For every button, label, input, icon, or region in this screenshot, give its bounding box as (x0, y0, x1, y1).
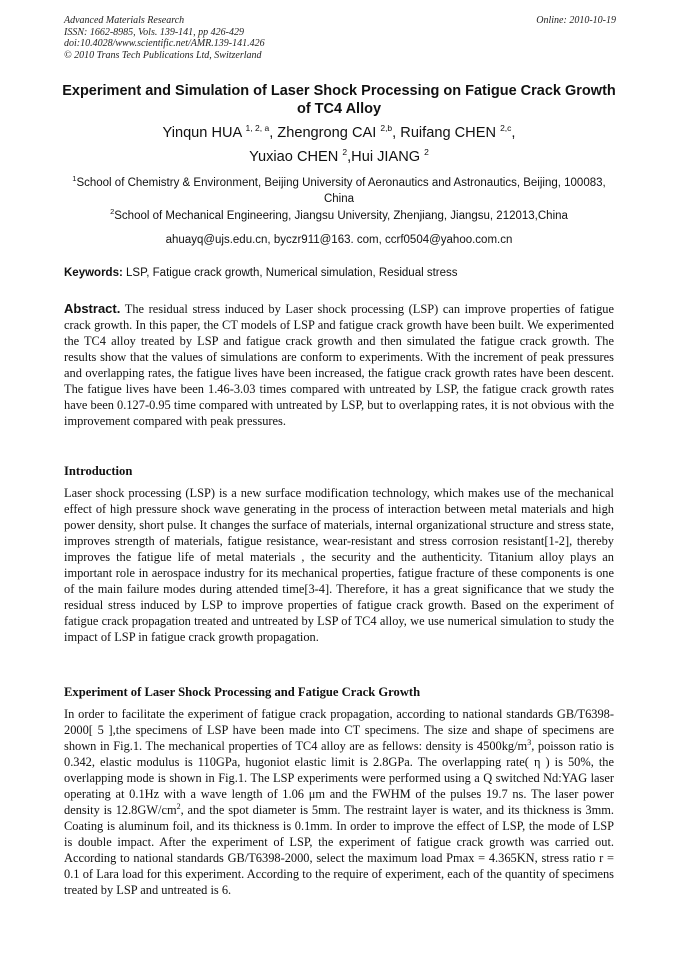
abstract-text: The residual stress induced by Laser shock processing (LSP) can improve properties of fatigue crack growth. In this paper, the CT models of LSP and fatigue crack growth have been built. We experimented the TC4 alloy treated by LSP and fatigue crack growth and then simulated the fatigue crack growth. The results show that the values of simulations are conform to experiments. With the increment of peak pressures and overlapping rates, the fatigue lives have been increased, the fatigue crack growth rates have been descent. The fatigue lives have been 1.46-3.03 times compared with untreated by LSP, the fatigue crack growth rates have been 0.127-0.95 time compared with untreated by LSP, but to overlapping rates, it is not obvious with the improvement compared with peak pressures. (64, 302, 614, 428)
experiment-text-2: , poisson ratio is 0.342, elastic modulus is 110GPa, hugoniot elastic limit is 2.8GPa. The overlapping rate( η ) is 50%, the overlapping mode is shown in Fig.1. The LSP experiments were performed using a Q switched Nd:YAG laser operating at 0.1Hz with a wave length of 1.06 μm and the FWHM of the pulses 19.7 ns. The laser power density is 12.8GW/cm (64, 739, 614, 817)
author-name: Ruifang CHEN (400, 125, 496, 141)
experiment-text-1: In order to facilitate the experiment of fatigue crack propagation, according to national standards GB/T6398-2000[ 5 ],the specimens of LSP have been made into CT specimens. The size and shape of specimens are shown in Fig.1. The mechanical properties of TC4 alloy are as fellows: density is 4500kg/m (64, 707, 614, 753)
section-heading-introduction: Introduction (64, 464, 133, 478)
affiliation-1 (60, 176, 618, 207)
author-sup: 2 (424, 147, 429, 157)
author-list (60, 121, 618, 169)
author-name: Yuxiao CHEN (249, 149, 339, 165)
author-sup: 2 (342, 147, 348, 157)
keywords-label: Keywords: (64, 267, 123, 279)
author-line-2: Yuxiao CHEN $^2$,Hui JIANG $^2$ (249, 147, 429, 165)
author-name: Hui JIANG (351, 149, 421, 165)
superscript: 3 (527, 738, 532, 747)
author-name: Yinqun HUA (162, 125, 242, 141)
abstract (64, 301, 614, 429)
keywords (64, 266, 616, 281)
keywords-text: LSP, Fatigue crack growth, Numerical simulation, Residual stress (126, 267, 458, 279)
issn-line: ISSN: 1662-8985, Vols. 139-141, pp 426-429 (64, 26, 244, 38)
online-date: Online: 2010-10-19 (536, 15, 616, 26)
affiliation-2 (60, 209, 618, 225)
author-sup: 2,c (500, 123, 512, 133)
author-sup: 1, 2, a (245, 123, 270, 133)
section-heading-experiment: Experiment of Laser Shock Processing and Fatigue Crack Growth (64, 685, 421, 699)
author-line-1: Yinqun HUA $^{1, 2, a}$, Zhengrong CAI $^{2,b}$, Ruifang CHEN $^{2,c}$, (162, 123, 516, 141)
paper-title: Experiment and Simulation of Laser Shock Processing on Fatigue Crack Growth of TC4 Alloy (62, 83, 616, 117)
introduction-paragraph: Laser shock processing (LSP) is a new surface modification technology, which makes use of the mechanical effect of high pressure shock wave generating in the process of interaction between metal materials and high power density, short pulse. It changes the surface of materials, internal organizational structure and stress state, improves strength of materials, fatigue resistance, wear-resistant and stress corrosion resistant[1-2], thereby improves the fatigue life of metal materials , the security and the authenticity. Titanium alloy plays an important role in aerospace industry for its mechanical properties, fatigue fracture of these components is one of the main failure modes during attended time[3-4]. Therefore, it has a great significance that we study the residual stress induced by LSP to improve properties of fatigue crack growth. Based on the experiment of fatigue crack propagation treated and untreated by LSP of TC4 alloy, we use numerical simulation to study the impact of LSP in fatigue crack growth propagation. (64, 486, 614, 644)
abstract-label: Abstract. (64, 301, 121, 316)
author-sup: 2,b (380, 123, 393, 133)
experiment-paragraph (64, 706, 614, 898)
journal-name: Advanced Materials Research (64, 15, 185, 26)
copyright-line: © 2010 Trans Tech Publications Ltd, Switzerland (64, 49, 262, 61)
affiliation-text: School of Mechanical Engineering, Jiangsu University, Zhenjiang, Jiangsu, 212013,China (114, 210, 568, 222)
experiment-text-3: , and the spot diameter is 5mm. The restraint layer is water, and its thickness is 3mm. Coating is aluminum foil, and its thickness is 0.1mm. In order to improve the effect of LSP, the mode of LSP is double impact. After the experiment of LSP, the experiment of fatigue crack growth was carried out. According to national standards GB/T6398-2000, select the maximum load Pmax = 4.365KN, stress ratio r = 0.1 of Lara load for this experiment. According to the require of experiment, each of the quantity of specimens treated by LSP and untreated is 6. (64, 803, 614, 897)
affiliation-sup: 2 (110, 207, 115, 216)
superscript: 2 (176, 802, 181, 811)
doi-line: doi:10.4028/www.scientific.net/AMR.139-141.426 (64, 38, 265, 49)
author-name: Zhengrong CAI (277, 125, 377, 141)
affiliation-sup: 1 (72, 174, 77, 183)
affiliation-text: School of Chemistry & Environment, Beijing University of Aeronautics and Astronautics, Beijing, 100083, China (76, 177, 606, 205)
author-emails: ahuayq@ujs.edu.cn, byczr911@163. com, ccrf0504@yahoo.com.cn (165, 234, 513, 246)
journal-header (64, 15, 616, 61)
